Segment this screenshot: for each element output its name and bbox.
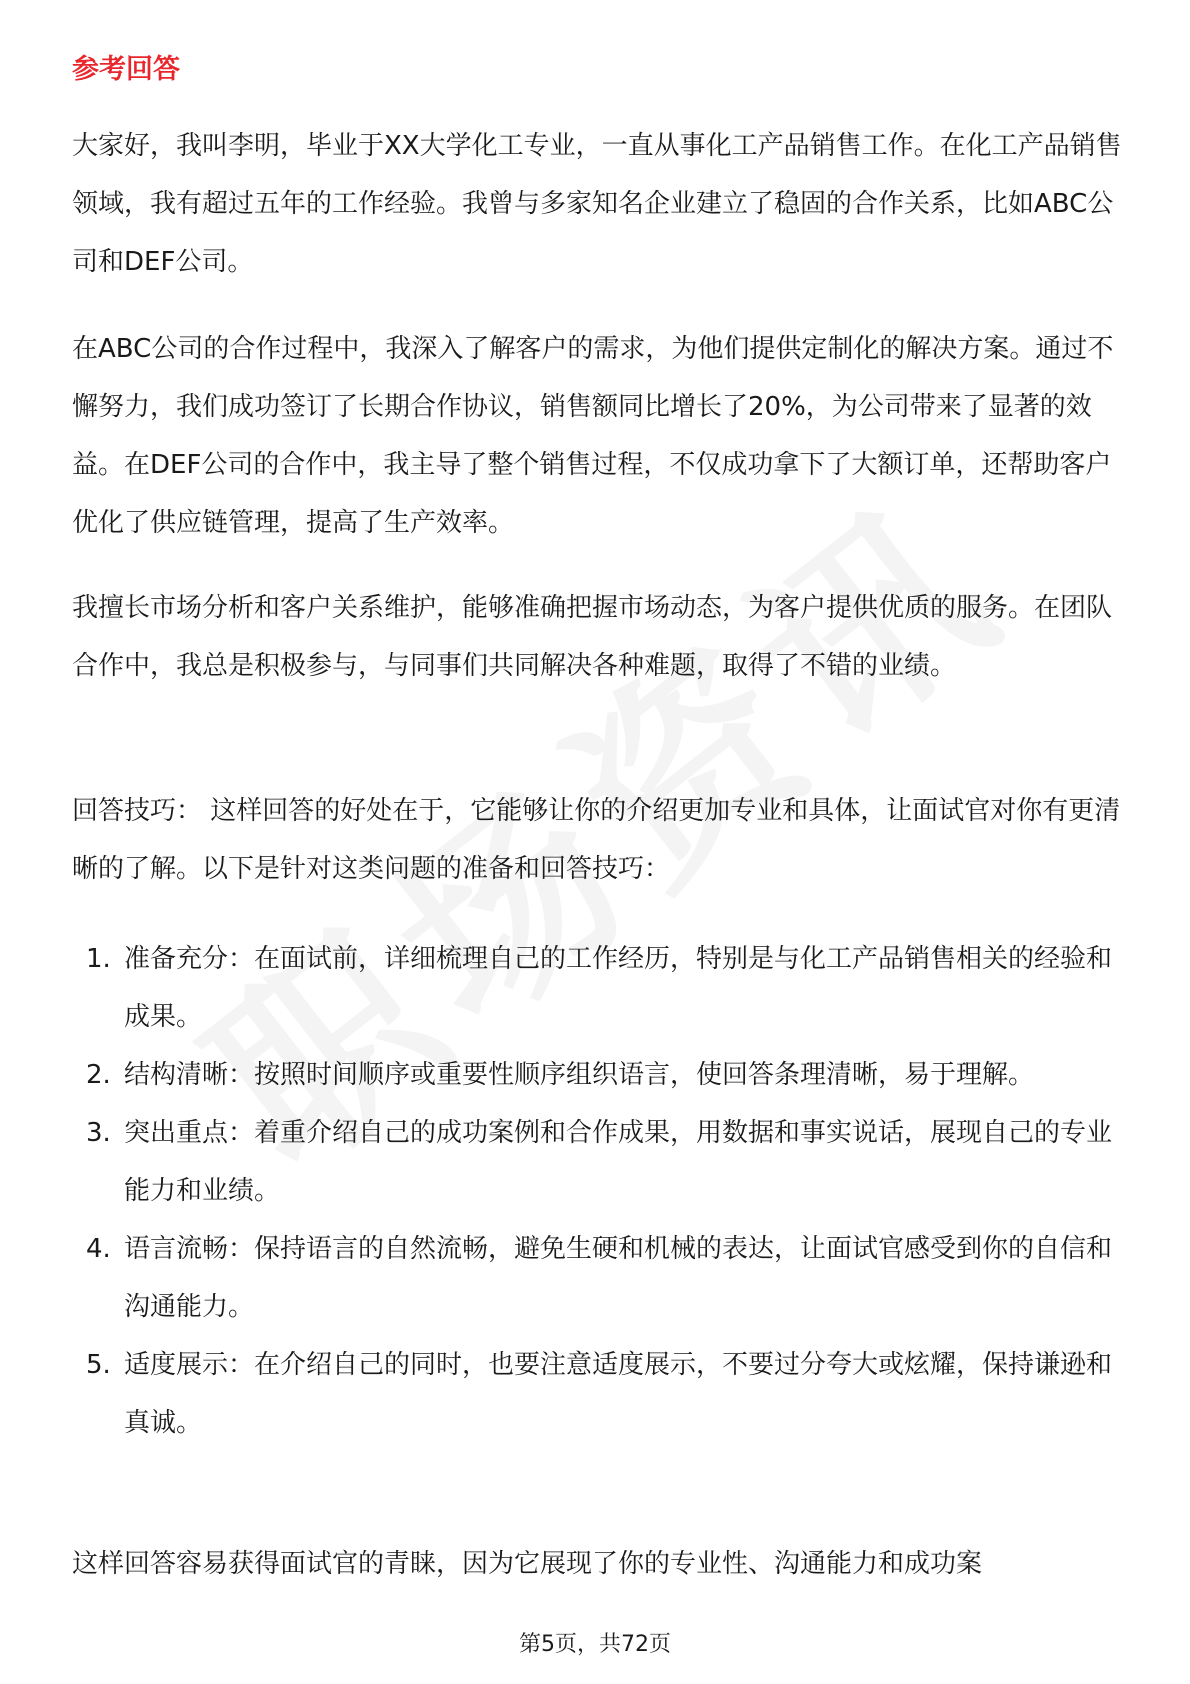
- list-item: [72, 1336, 1126, 1452]
- paragraph-intro: 大家好，我叫李明，毕业于XX大学化工专业，一直从事化工产品销售工作。在化工产品销售领域，我有超过五年的工作经验。我曾与多家知名企业建立了稳固的合作关系，比如ABC公司和DEF公司。: [72, 131, 1122, 277]
- paragraph-answer-tips: 回答技巧： 这样回答的好处在于，它能够让你的介绍更加专业和具体，让面试官对你有更清晰的了解。以下是针对这类问题的准备和回答技巧：: [72, 796, 1121, 884]
- tips-list: [72, 930, 1126, 1452]
- list-item-number: 4.: [86, 1234, 111, 1264]
- list-item-text: 语言流畅：保持语言的自然流畅，避免生硬和机械的表达，让面试官感受到你的自信和沟通能力。: [124, 1234, 1113, 1322]
- list-item: [72, 930, 1126, 1046]
- section-title: 参考回答: [72, 54, 180, 85]
- list-item-number: 1.: [86, 944, 111, 974]
- paragraph-skills: 我擅长市场分析和客户关系维护，能够准确把握市场动态，为客户提供优质的服务。在团队合作中，我总是积极参与，与同事们共同解决各种难题，取得了不错的业绩。: [72, 593, 1113, 681]
- list-item-text: 结构清晰：按照时间顺序或重要性顺序组织语言，使回答条理清晰，易于理解。: [124, 1060, 1035, 1090]
- list-item-text: 准备充分：在面试前，详细梳理自己的工作经历，特别是与化工产品销售相关的经验和成果。: [124, 944, 1113, 1032]
- list-item-text: 适度展示：在介绍自己的同时，也要注意适度展示，不要过分夸大或炫耀，保持谦逊和真诚。: [124, 1350, 1113, 1438]
- paragraph-abc-cooperation: 在ABC公司的合作过程中，我深入了解客户的需求，为他们提供定制化的解决方案。通过不懈努力，我们成功签订了长期合作协议，销售额同比增长了20%，为公司带来了显著的效益。在DEF公司的合作中，我主导了整个销售过程，不仅成功拿下了大额订单，还帮助客户优化了供应链管理，提高了生产效率。: [72, 334, 1114, 538]
- paragraph-closing: 这样回答容易获得面试官的青睐，因为它展现了你的专业性、沟通能力和成功案: [72, 1549, 983, 1579]
- list-item: [72, 1104, 1126, 1220]
- list-item-number: 5.: [86, 1350, 111, 1380]
- list-item-number: 3.: [86, 1118, 111, 1148]
- list-item-text: 突出重点：着重介绍自己的成功案例和合作成果，用数据和事实说话，展现自己的专业能力和业绩。: [124, 1118, 1113, 1206]
- list-item: [72, 1220, 1126, 1336]
- list-item-number: 2.: [86, 1060, 111, 1090]
- list-item: [72, 1046, 1126, 1104]
- page-number-footer: 第5页，共72页: [519, 1632, 671, 1657]
